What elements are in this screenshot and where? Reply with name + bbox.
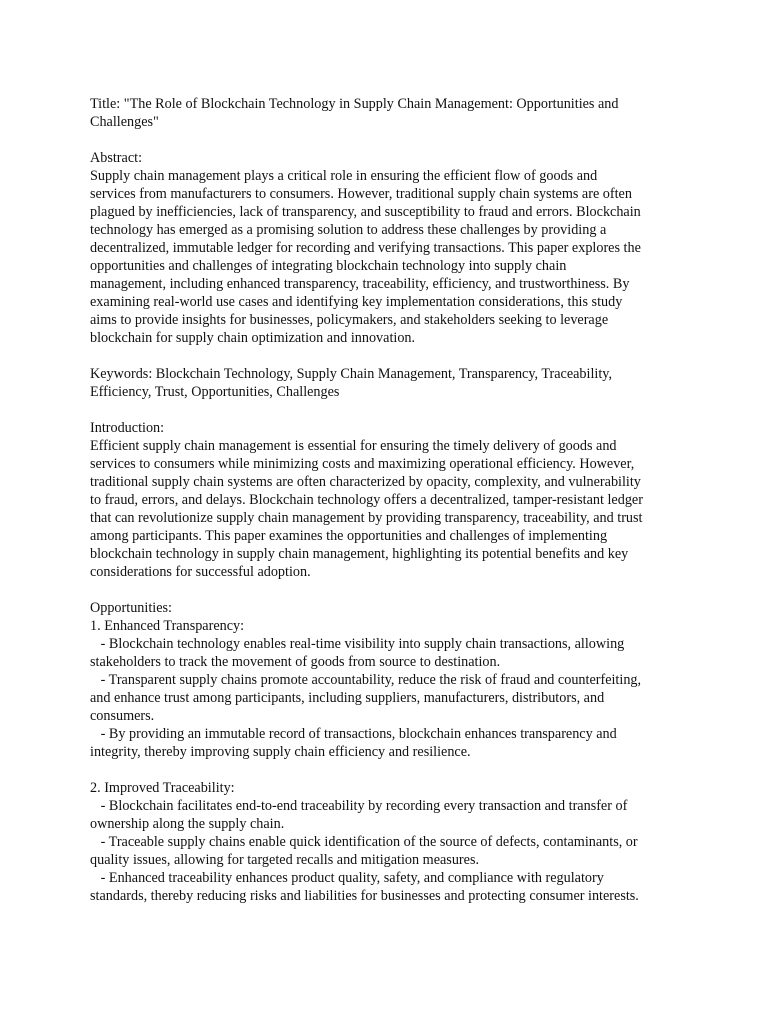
section2-line: - Enhanced traceability enhances product quality, safety, and compliance with regulatory [90, 870, 604, 886]
opportunities-section [90, 599, 680, 905]
abstract-section [90, 149, 680, 347]
abstract-line: plagued by inefficiencies, lack of transparency, and susceptibility to fraud and errors. Blockchain [90, 204, 641, 220]
section1-line: consumers. [90, 708, 155, 724]
introduction-line: services to consumers while minimizing costs and maximizing operational efficiency. However, [90, 456, 635, 472]
document-body [90, 95, 680, 905]
opportunities-heading: Opportunities: [90, 600, 172, 616]
section1-line: integrity, thereby improving supply chain efficiency and resilience. [90, 744, 471, 760]
abstract-line: technology has emerged as a promising solution to address these challenges by providing a [90, 222, 607, 238]
title-line: Title: "The Role of Blockchain Technology in Supply Chain Management: Opportunities and [90, 96, 619, 112]
section2-line: standards, thereby reducing risks and liabilities for businesses and protecting consumer interests. [90, 888, 639, 904]
abstract-line: Supply chain management plays a critical role in ensuring the efficient flow of goods and [90, 168, 598, 184]
paragraph-gap [90, 761, 680, 779]
section2-line: ownership along the supply chain. [90, 816, 285, 832]
paragraph-gap [90, 347, 680, 365]
abstract-line: blockchain for supply chain optimization and innovation. [90, 330, 416, 346]
introduction-line: among participants. This paper examines the opportunities and challenges of implementing [90, 528, 608, 544]
section1-line: and enhance trust among participants, including suppliers, manufacturers, distributors, and [90, 690, 605, 706]
introduction-line: Efficient supply chain management is essential for ensuring the timely delivery of goods and [90, 438, 617, 454]
section1-line: - Blockchain technology enables real-time visibility into supply chain transactions, allowing [90, 636, 625, 652]
abstract-line: examining real-world use cases and identifying key implementation considerations, this study [90, 294, 623, 310]
section1-line: - By providing an immutable record of transactions, blockchain enhances transparency and [90, 726, 617, 742]
abstract-line: management, including enhanced transparency, traceability, efficiency, and trustworthiness. By [90, 276, 630, 292]
introduction-line: to fraud, errors, and delays. Blockchain technology offers a decentralized, tamper-resistant ledger [90, 492, 643, 508]
document-title [90, 95, 680, 131]
introduction-line: that can revolutionize supply chain management by providing transparency, traceability, and trust [90, 510, 643, 526]
introduction-line: considerations for successful adoption. [90, 564, 311, 580]
section2-line: quality issues, allowing for targeted recalls and mitigation measures. [90, 852, 480, 868]
section2-line: - Traceable supply chains enable quick identification of the source of defects, contaminants, or [90, 834, 638, 850]
paragraph-gap [90, 131, 680, 149]
abstract-line: opportunities and challenges of integrating blockchain technology into supply chain [90, 258, 567, 274]
section2-line: - Blockchain facilitates end-to-end traceability by recording every transaction and transfer of [90, 798, 628, 814]
paragraph-gap [90, 581, 680, 599]
keywords-line: Efficiency, Trust, Opportunities, Challenges [90, 384, 340, 400]
introduction-section [90, 419, 680, 581]
section2-heading: 2. Improved Traceability: [90, 780, 235, 796]
paragraph-gap [90, 401, 680, 419]
abstract-heading: Abstract: [90, 150, 143, 166]
keywords-line: Keywords: Blockchain Technology, Supply Chain Management, Transparency, Traceability, [90, 366, 613, 382]
title-line: Challenges" [90, 114, 159, 130]
abstract-line: decentralized, immutable ledger for recording and verifying transactions. This paper explores the [90, 240, 641, 256]
abstract-line: aims to provide insights for businesses, policymakers, and stakeholders seeking to leverage [90, 312, 609, 328]
introduction-heading: Introduction: [90, 420, 165, 436]
section1-heading: 1. Enhanced Transparency: [90, 618, 245, 634]
introduction-line: traditional supply chain systems are often characterized by opacity, complexity, and vulnerability [90, 474, 641, 490]
introduction-line: blockchain technology in supply chain management, highlighting its potential benefits and key [90, 546, 629, 562]
section1-line: - Transparent supply chains promote accountability, reduce the risk of fraud and counterfeiting, [90, 672, 642, 688]
section1-line: stakeholders to track the movement of goods from source to destination. [90, 654, 501, 670]
keywords-section [90, 365, 680, 401]
abstract-line: services from manufacturers to consumers. However, traditional supply chain systems are often [90, 186, 632, 202]
